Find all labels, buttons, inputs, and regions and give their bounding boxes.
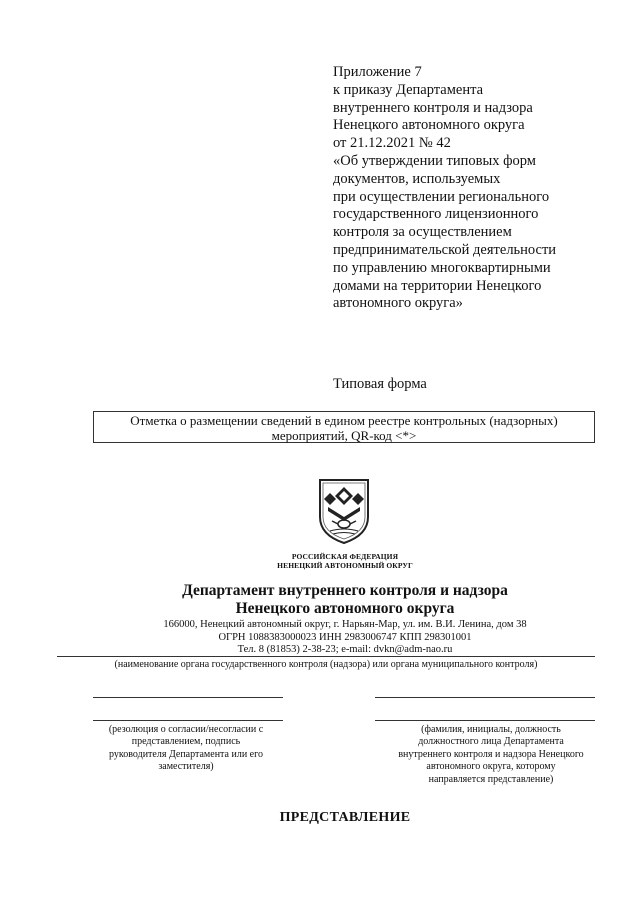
official-caption bbox=[382, 724, 600, 786]
appendix-line: домами на территории Ненецкого bbox=[333, 277, 542, 294]
form-type-label: Типовая форма bbox=[333, 376, 427, 392]
appendix-line: «Об утверждении типовых форм bbox=[333, 152, 536, 169]
appendix-block bbox=[333, 64, 623, 313]
department-name bbox=[140, 582, 550, 618]
department-contacts: Тел. 8 (81853) 2-38-23; e-mail: dvkn@adm-nao.ru bbox=[237, 644, 453, 656]
caption-line: представлением, подпись bbox=[131, 736, 241, 748]
appendix-line: по управлению многоквартирными bbox=[333, 259, 551, 276]
appendix-line: Ненецкого автономного округа bbox=[333, 117, 525, 134]
appendix-line: государственного лицензионного bbox=[333, 206, 539, 223]
department-details bbox=[110, 619, 580, 657]
document-title: ПРЕДСТАВЛЕНИЕ bbox=[279, 810, 411, 825]
appendix-line: контроля за осуществлением bbox=[333, 224, 512, 241]
qr-box-line: мероприятий, QR-код <*> bbox=[271, 427, 417, 443]
signature-line bbox=[93, 720, 283, 721]
coat-of-arms-icon bbox=[316, 477, 372, 545]
caption-line: должностного лица Департамента bbox=[418, 736, 564, 748]
appendix-line: Приложение 7 bbox=[333, 64, 422, 80]
federation-header bbox=[240, 552, 450, 570]
signature-line bbox=[375, 720, 595, 721]
caption-line: автономного округа, которому bbox=[426, 761, 556, 773]
federation-line: РОССИЙСКАЯ ФЕДЕРАЦИЯ bbox=[291, 552, 399, 561]
qr-registry-box bbox=[93, 411, 595, 443]
resolution-caption bbox=[70, 724, 302, 774]
appendix-line: внутреннего контроля и надзора bbox=[333, 99, 533, 116]
caption-line: руководителя Департамента или его bbox=[109, 748, 263, 760]
department-name-line: Департамент внутреннего контроля и надзора bbox=[182, 582, 508, 599]
region-line: НЕНЕЦКИЙ АВТОНОМНЫЙ ОКРУГ bbox=[277, 561, 413, 570]
appendix-line: предпринимательской деятельности bbox=[333, 241, 557, 258]
department-name-line: Ненецкого автономного округа bbox=[235, 600, 455, 617]
appendix-line: автономного округа» bbox=[333, 295, 463, 312]
caption-line: направляется представление) bbox=[428, 773, 554, 785]
qr-box-line: Отметка о размещении сведений в едином реестре контрольных (надзорных) bbox=[130, 413, 558, 428]
appendix-line: от 21.12.2021 № 42 bbox=[333, 135, 451, 152]
appendix-line: при осуществлении регионального bbox=[333, 188, 550, 205]
signature-line bbox=[375, 697, 595, 698]
organ-caption: (наименование органа государственного контроля (надзора) или органа муниципального контроля) bbox=[114, 659, 538, 670]
caption-line: (фамилия, инициалы, должность bbox=[421, 724, 561, 735]
organ-divider bbox=[57, 656, 595, 657]
department-address: 166000, Ненецкий автономный округ, г. Нарьян-Мар, ул. им. В.И. Ленина, дом 38 bbox=[163, 619, 527, 630]
signature-line bbox=[93, 697, 283, 698]
caption-line: заместителя) bbox=[158, 761, 214, 773]
caption-line: внутреннего контроля и надзора Ненецкого bbox=[398, 748, 584, 760]
appendix-line: к приказу Департамента bbox=[333, 81, 484, 98]
caption-line: (резолюция о согласии/несогласии с bbox=[108, 724, 264, 735]
appendix-line: документов, используемых bbox=[333, 170, 501, 187]
department-registry: ОГРН 1088383000023 ИНН 2983006747 КПП 298301001 bbox=[218, 631, 472, 643]
